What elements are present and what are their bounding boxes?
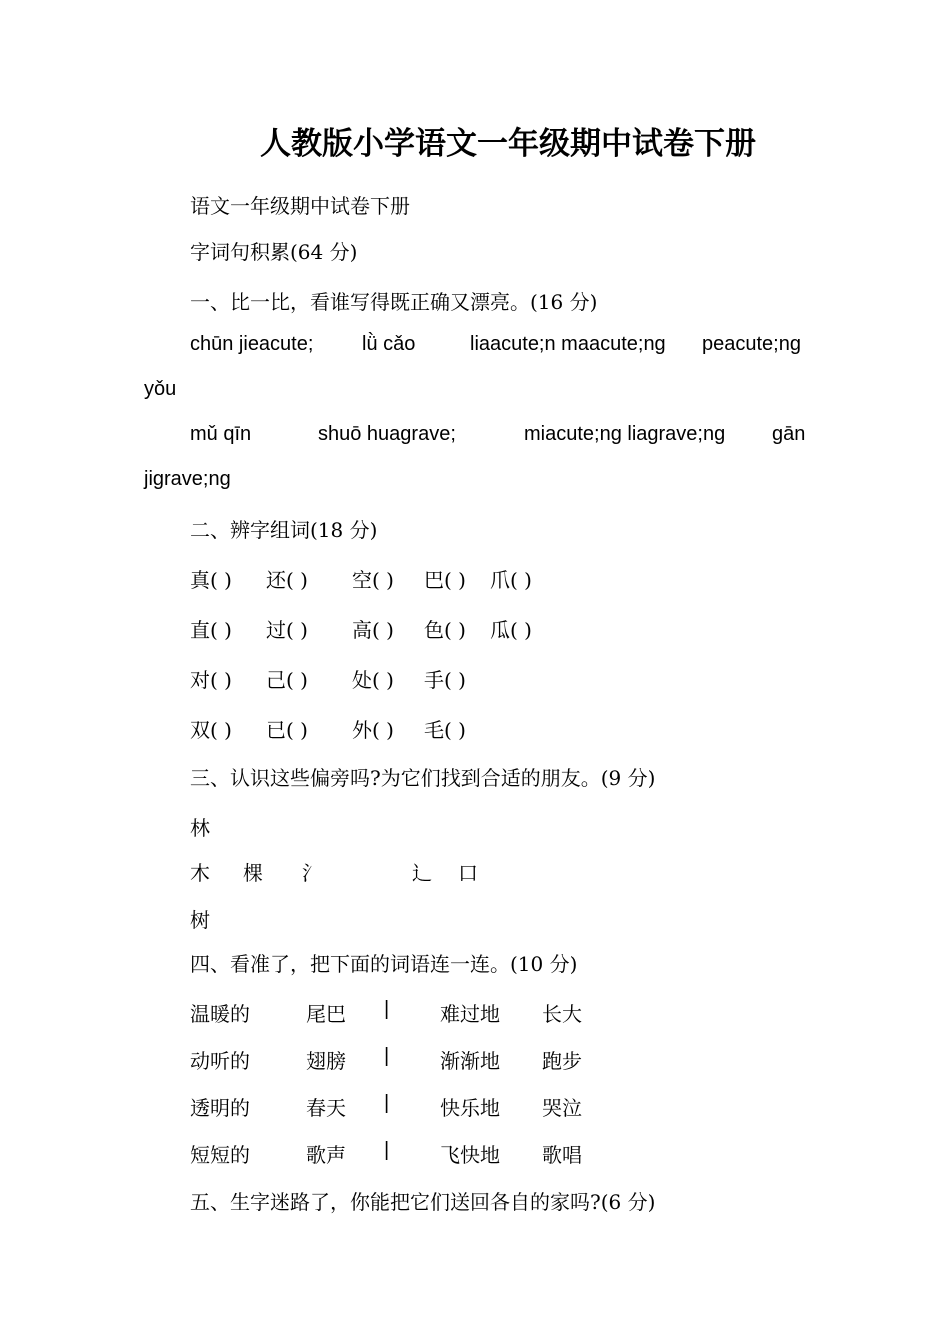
match-word: 难过地 <box>440 1002 500 1026</box>
word-blank: 对( ) <box>190 668 232 692</box>
pinyin-item: yǒu <box>144 378 177 400</box>
pinyin-item: liaacute;n maacute;ng <box>470 333 666 355</box>
match-word: 尾巴 <box>306 1002 346 1026</box>
word-blank: 真( ) <box>190 568 232 592</box>
match-word: 歌声 <box>306 1143 346 1167</box>
word-blank: 色( ) <box>424 618 466 642</box>
word-blank: 外( ) <box>352 718 394 742</box>
section-heading: 字词句积累(64 分) <box>190 240 358 264</box>
word-blank: 还( ) <box>266 568 308 592</box>
page-title: 人教版小学语文一年级期中试卷下册 <box>260 126 756 162</box>
pinyin-item: shuō huagrave; <box>318 423 456 445</box>
radical-word: 棵 <box>243 861 263 885</box>
match-word: 温暖的 <box>190 1002 250 1026</box>
question-3-heading: 三、认识这些偏旁吗?为它们找到合适的朋友。(9 分) <box>190 766 656 790</box>
pinyin-item: lǜ cǎo <box>362 333 416 355</box>
separator: | <box>384 998 390 1020</box>
word-blank: 巴( ) <box>424 568 466 592</box>
word-blank: 己( ) <box>266 668 308 692</box>
word-blank: 过( ) <box>266 618 308 642</box>
pinyin-item: jigrave;ng <box>144 468 231 490</box>
match-word: 快乐地 <box>440 1096 500 1120</box>
radical-item: 口 <box>458 861 478 885</box>
word-blank: 已( ) <box>266 718 308 742</box>
separator: | <box>384 1045 390 1067</box>
word-blank: 处( ) <box>352 668 394 692</box>
question-5-heading: 五、生字迷路了，你能把它们送回各自的家吗?(6 分) <box>190 1190 656 1214</box>
pinyin-item: gān <box>772 423 806 445</box>
pinyin-item: mǔ qīn <box>190 423 252 445</box>
word-blank: 手( ) <box>424 668 466 692</box>
radical-item: 辶 <box>412 861 432 885</box>
word-blank: 直( ) <box>190 618 232 642</box>
match-word: 跑步 <box>542 1049 582 1073</box>
match-word: 长大 <box>542 1002 582 1026</box>
word-blank: 空( ) <box>352 568 394 592</box>
match-word: 动听的 <box>190 1049 250 1073</box>
match-word: 短短的 <box>190 1143 250 1167</box>
word-blank: 瓜( ) <box>490 618 532 642</box>
pinyin-item: peacute;ng <box>702 333 801 355</box>
match-word: 透明的 <box>190 1096 250 1120</box>
question-1-heading: 一、比一比，看谁写得既正确又漂亮。(16 分) <box>190 290 598 314</box>
word-blank: 高( ) <box>352 618 394 642</box>
separator: | <box>384 1092 390 1114</box>
pinyin-item: miacute;ng liagrave;ng <box>524 423 726 445</box>
match-word: 哭泣 <box>542 1096 582 1120</box>
match-word: 渐渐地 <box>440 1049 500 1073</box>
radical-item: 氵 <box>302 861 322 885</box>
radical-word: 林 <box>190 816 210 840</box>
match-word: 翅膀 <box>306 1049 346 1073</box>
match-word: 歌唱 <box>542 1143 582 1167</box>
word-blank: 毛( ) <box>424 718 466 742</box>
pinyin-item: chūn jieacute; <box>190 333 314 355</box>
word-blank: 爪( ) <box>490 568 532 592</box>
radical-word: 木 <box>190 861 210 885</box>
question-4-heading: 四、看准了，把下面的词语连一连。(10 分) <box>190 952 578 976</box>
separator: | <box>384 1139 390 1161</box>
word-blank: 双( ) <box>190 718 232 742</box>
subtitle: 语文一年级期中试卷下册 <box>190 194 410 218</box>
radical-word: 树 <box>190 908 210 932</box>
question-2-heading: 二、辨字组词(18 分) <box>190 518 378 542</box>
match-word: 飞快地 <box>440 1143 500 1167</box>
match-word: 春天 <box>306 1096 346 1120</box>
